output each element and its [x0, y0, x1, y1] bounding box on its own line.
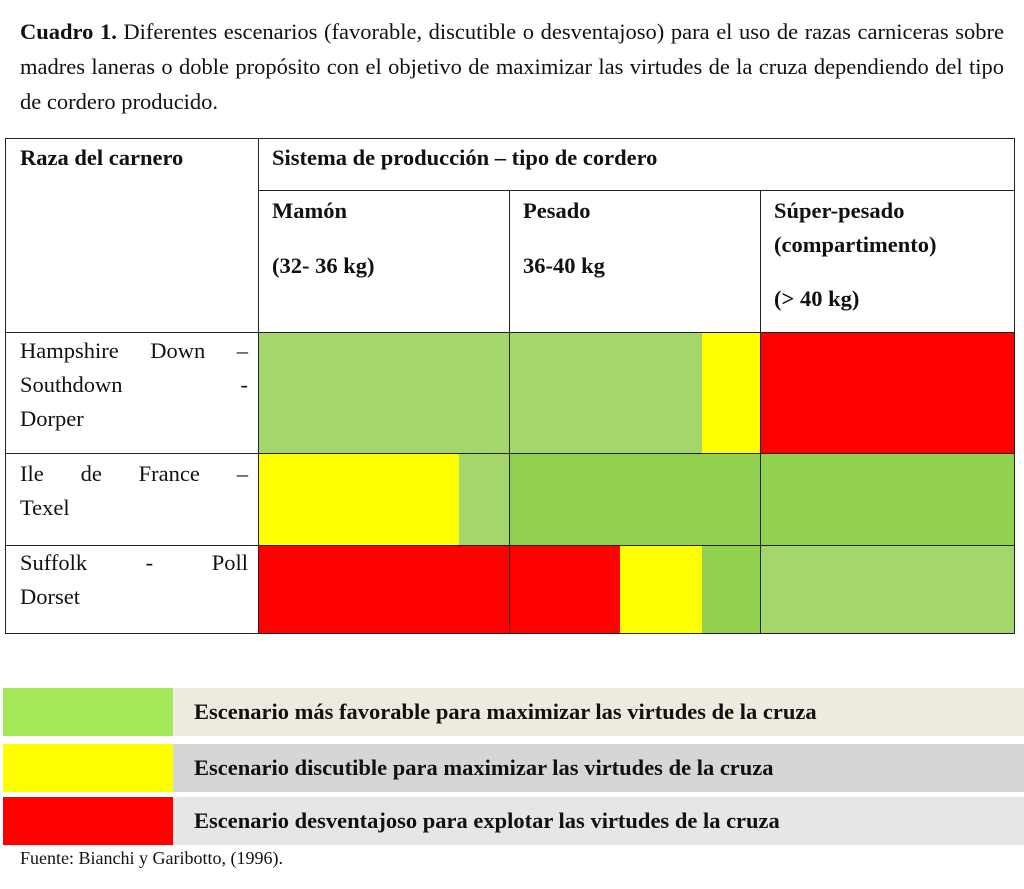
col-superpesado-range: (> 40 kg) — [774, 286, 860, 311]
breed-label-row-3 — [20, 546, 248, 614]
breed-label-row-2 — [20, 457, 248, 525]
cell-r3-mamon — [259, 546, 510, 633]
breed-label-row-1 — [20, 334, 248, 436]
breed-word: Down — [150, 338, 206, 363]
breed-word: Dorset — [20, 584, 80, 609]
breed-word: Poll — [211, 550, 248, 575]
breed-word: Southdown — [20, 372, 123, 397]
breed-line — [20, 334, 248, 368]
legend-favorable — [3, 688, 1024, 736]
breed-word: – — [236, 461, 248, 486]
legend-label: Escenario desventajoso para explotar las virtudes de la cruza — [194, 808, 780, 833]
col-pesado-name: Pesado — [523, 198, 591, 223]
caption-text: Diferentes escenarios (favorable, discutible o desventajoso) para el uso de razas carniceras sobre madres laneras o doble propósito con el objetivo de maximizar las virtudes de la cruza dependiendo del tipo de cordero producido. — [20, 19, 1004, 114]
cell-r1-mamon — [259, 333, 510, 454]
source-citation: Fuente: Bianchi y Garibotto, (1996). — [20, 848, 283, 868]
cell-r2-pesado — [510, 454, 761, 546]
grid-line — [258, 139, 259, 633]
legend-swatch-green — [3, 688, 173, 736]
breed-word: de — [80, 461, 102, 486]
col-mamon-range: (32- 36 kg) — [272, 253, 375, 278]
cell-r2-superpesado — [761, 454, 1014, 546]
caption-label: Cuadro 1. — [20, 19, 117, 44]
breed-word: Dorper — [20, 406, 84, 431]
cell-r3-pesado-b — [620, 546, 702, 633]
grid-line — [258, 190, 1014, 191]
breed-word: France — [138, 461, 200, 486]
cell-r1-pesado-b — [702, 333, 761, 454]
grid-line — [509, 191, 510, 633]
breed-line — [20, 546, 248, 580]
col-mamon-name: Mamón — [272, 198, 347, 223]
breed-line — [20, 457, 248, 491]
breed-word: Texel — [20, 495, 70, 520]
scenario-table — [5, 138, 1015, 634]
breed-line — [20, 402, 248, 436]
breed-word: Hampshire — [20, 338, 119, 363]
cell-r2-mamon-a — [259, 454, 459, 546]
cell-r3-pesado-c — [702, 546, 761, 633]
breed-line — [20, 491, 248, 525]
legend-swatch-red — [3, 797, 173, 845]
breed-word: - — [240, 372, 248, 397]
col-superpesado-name: Súper-pesado — [774, 198, 905, 223]
grid-line — [6, 453, 1014, 454]
production-system-header: Sistema de producción – tipo de cordero — [272, 145, 658, 170]
breed-line — [20, 580, 248, 614]
grid-line — [760, 191, 761, 633]
cell-r1-pesado-a — [510, 333, 702, 454]
col-superpesado-sub: (compartimento) — [774, 232, 937, 257]
col-pesado-range: 36-40 kg — [523, 253, 605, 278]
cell-r3-pesado-a — [510, 546, 620, 633]
breed-word: Ile — [20, 461, 44, 486]
legend-disadvantageous — [3, 797, 1024, 845]
legend-label: Escenario discutible para maximizar las virtudes de la cruza — [194, 755, 774, 780]
breed-word: - — [145, 550, 154, 575]
cell-r2-mamon-b — [459, 454, 510, 546]
cell-r3-superpesado — [761, 546, 1014, 633]
legend-swatch-yellow — [3, 744, 173, 792]
legend-label: Escenario más favorable para maximizar las virtudes de la cruza — [194, 699, 817, 724]
cell-r1-superpesado — [761, 333, 1014, 454]
table-caption — [20, 14, 1004, 119]
breed-word: Suffolk — [20, 550, 88, 575]
breed-column-header: Raza del carnero — [20, 145, 184, 170]
legend-debatable — [3, 744, 1024, 792]
grid-line — [6, 332, 1014, 333]
breed-word: – — [236, 338, 248, 363]
breed-line — [20, 368, 248, 402]
